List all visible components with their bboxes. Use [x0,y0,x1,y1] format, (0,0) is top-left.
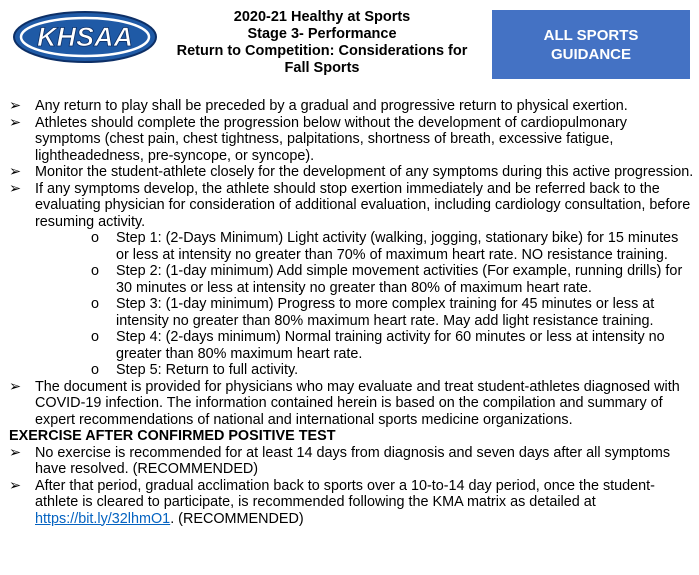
list-item [9,478,695,528]
arrow-bullet-icon: ➢ [9,164,22,180]
list-item-text: If any symptoms develop, the athlete should stop exertion immediately and be referred back to the evaluating physician for consideration of additional evaluation, including cardiology consultation, before resuming activity. [35,180,691,230]
badge-line: ALL SPORTS [543,26,639,44]
arrow-bullet-icon: ➢ [9,477,22,494]
title-line: 2020-21 Healthy at Sports [233,9,411,25]
list-item-suffix: . (RECOMMENDED) [170,510,304,527]
circle-bullet-icon: o [91,296,100,312]
arrow-bullet-icon: ➢ [9,180,22,197]
step-item [9,263,695,296]
arrow-bullet-icon: ➢ [9,98,22,114]
svg-text:KHSAA: KHSAA [36,22,134,52]
list-item [9,181,695,231]
title-line: Stage 3- Performance [247,26,397,42]
all-sports-guidance-badge [492,10,690,79]
step-text: Step 5: Return to full activity. [116,362,299,378]
step-text: Step 1: (2-Days Minimum) Light activity (walking, jogging, stationary bike) for 15 minutes or less at intensity no greater than 70% of maximum heart rate. NO resistance training. [116,230,679,263]
list-item [9,379,695,429]
section-heading: EXERCISE AFTER CONFIRMED POSITIVE TEST [9,428,336,444]
list-item-text: Athletes should complete the progression below without the development of cardiopulmonary symptoms (chest pain, chest tightness, palpitations, shortness of breath, excessive fatigue, lightheadedness, pre-syncope, or syncope). [35,114,627,164]
arrow-bullet-icon: ➢ [9,378,22,395]
circle-bullet-icon: o [91,263,100,279]
circle-bullet-icon: o [91,230,100,246]
title-line: Fall Sports [284,60,360,76]
list-item-text: No exercise is recommended for at least 14 days from diagnosis and seven days after all symptoms have resolved. (RECOMMENDED) [35,444,671,477]
circle-bullet-icon: o [91,362,100,378]
step-text: Step 3: (1-day minimum) Progress to more complex training for 45 minutes or less at intensity no greater than 80% maximum heart rate. May add light resistance training. [116,296,655,329]
circle-bullet-icon: o [91,329,100,345]
document-body [9,98,695,527]
list-item [9,445,695,478]
kma-matrix-link[interactable]: https://bit.ly/32lhmO1 [35,510,171,527]
khsaa-logo [12,10,158,64]
document-title [172,9,472,77]
title-line: Return to Competition: Considerations for [176,43,468,59]
arrow-bullet-icon: ➢ [9,114,22,131]
list-item-text: After that period, gradual acclimation back to sports over a 10-to-14 day period, once the student-athlete is cleared to participate, is recommended following the KMA matrix as detailed at [35,477,655,510]
list-item [9,98,695,115]
step-item [9,230,695,263]
step-text: Step 4: (2-days minimum) Normal training activity for 60 minutes or less at intensity no greater than 80% maximum heart rate. [116,329,665,362]
list-item-text: The document is provided for physicians who may evaluate and treat student-athletes diagnosed with COVID-19 infection. The information contained herein is based on the compilation and summary of expert recommendations of national and international sports medicine organizations. [35,378,680,428]
list-item-text: Monitor the student-athlete closely for the development of any symptoms during this active progression. [35,164,694,180]
step-text: Step 2: (1-day minimum) Add simple movement activities (For example, running drills) for 30 minutes or less at intensity no greater than 80% of maximum heart rate. [116,263,683,296]
arrow-bullet-icon: ➢ [9,444,22,461]
step-item [9,296,695,329]
list-item [9,164,695,181]
step-item [9,329,695,362]
step-item [9,362,695,379]
badge-line: GUIDANCE [550,45,631,63]
list-item-text: Any return to play shall be preceded by a gradual and progressive return to physical exertion. [35,98,628,114]
list-item [9,115,695,165]
